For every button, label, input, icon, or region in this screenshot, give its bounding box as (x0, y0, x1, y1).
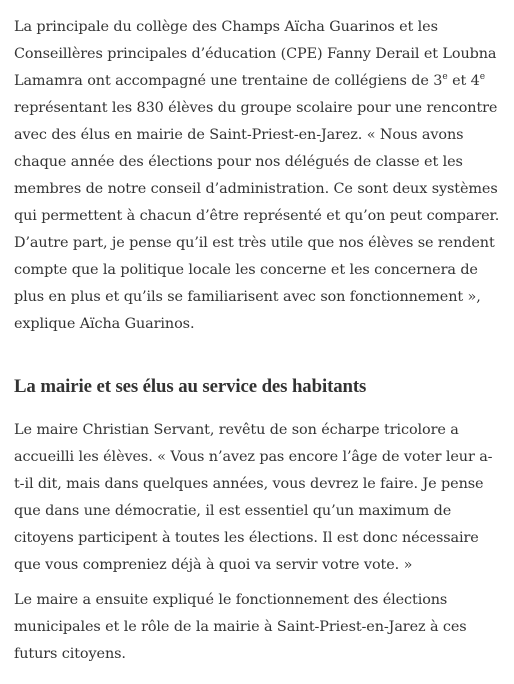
paragraph-text-part: et 4 (447, 73, 480, 89)
article-paragraph-intro (14, 14, 502, 338)
article-body (14, 14, 502, 668)
article-paragraph-conclusion: Le maire a ensuite expliqué le fonctionnement des élections municipales et le rôle de la mairie à Saint-Priest-en-Jarez à ces futurs citoyens. (14, 592, 467, 662)
superscript-ordinal: e (479, 72, 485, 82)
article-paragraph-mayor: Le maire Christian Servant, revêtu de son écharpe tricolore a accueilli les élèves. « Vous n’avez pas encore l’âge de voter leur a-t-il dit, mais dans quelques années, vous devrez le faire. Je pense que dans une démocratie, il est essentiel qu’un maximum de citoyens participent à toutes les élections. Il est donc nécessaire que vous compreniez déjà à quoi va servir votre vote. » (14, 422, 493, 573)
paragraph-text-part: représentant les 830 élèves du groupe scolaire pour une rencontre avec des élus en mairie de Saint-Priest-en-Jarez. « Nous avons chaque année des élections pour nos délégués de classe et les membres de notre conseil d’administration. Ce sont deux systèmes qui permettent à chacun d’être représenté et qu’on peut comparer. D’autre part, je pense qu’il est très utile que nos élèves se rendent compte que la politique locale les concerne et les concernera de plus en plus et qu’ils se familiarisent avec son fonctionnement », explique Aïcha Guarinos. (14, 100, 500, 332)
superscript-ordinal: e (442, 72, 448, 82)
section-heading: La mairie et ses élus au service des habitants (14, 376, 367, 397)
paragraph-text-part: La principale du collège des Champs Aïcha Guarinos et les Conseillères principales d’éducation (CPE) Fanny Derail et Loubna Lamamra ont accompagné une trentaine de collégiens de 3 (14, 19, 497, 89)
